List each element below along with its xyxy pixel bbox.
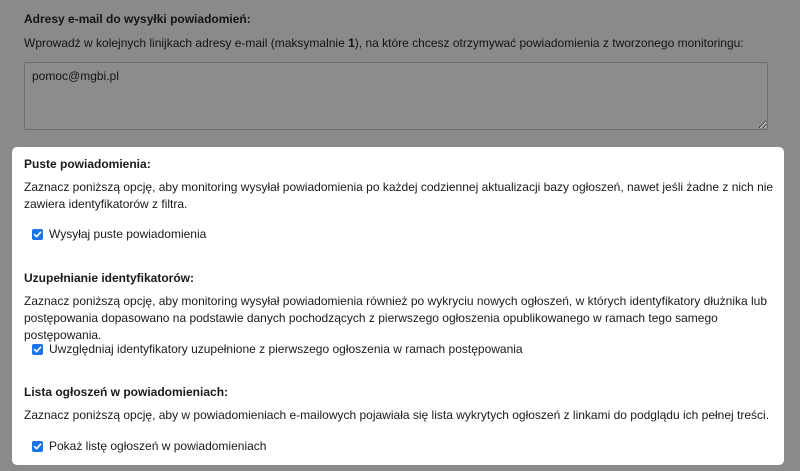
email-desc-before: Wprowadź w kolejnych linijkach adresy e-mail (maksymalnie <box>24 36 349 50</box>
empty-notifications-heading: Puste powiadomienia: <box>24 157 151 171</box>
show-listing-label: Pokaż listę ogłoszeń w powiadomieniach <box>49 439 267 453</box>
email-desc-after: ), na które chcesz otrzymywać powiadomienia z tworzonego monitoringu: <box>354 36 744 50</box>
identifier-completion-heading: Uzupełnianie identyfikatorów: <box>24 271 195 285</box>
listing-in-notifications-description: Zaznacz poniższą opcję, aby w powiadomieniach e-mailowych pojawiała się lista wykrytych ogłoszeń z linkami do podglądu ich pełnej treści. <box>24 408 770 422</box>
notification-options-panel <box>12 147 784 465</box>
empty-notifications-description: Zaznacz poniższą opcję, aby monitoring wysyłał powiadomienia po każdej codziennej aktualizacji bazy ogłoszeń, nawet jeśli żadne z nich nie zawiera identyfikatorów z filtra. <box>24 180 774 211</box>
email-section-description <box>24 36 744 50</box>
check-icon <box>33 345 42 354</box>
show-listing-checkbox-row[interactable] <box>32 439 266 453</box>
include-completed-identifiers-checkbox[interactable] <box>32 344 43 355</box>
send-empty-notifications-checkbox[interactable] <box>32 229 43 240</box>
email-addresses-textarea[interactable] <box>24 62 768 130</box>
email-section <box>0 0 800 150</box>
send-empty-notifications-checkbox-row[interactable] <box>32 227 206 241</box>
check-icon <box>33 442 42 451</box>
include-completed-identifiers-checkbox-row[interactable] <box>32 342 523 356</box>
email-section-heading: Adresy e-mail do wysyłki powiadomień: <box>24 12 251 26</box>
include-completed-identifiers-label: Uwzględniaj identyfikatory uzupełnione z pierwszego ogłoszenia w ramach postępowania <box>49 342 523 356</box>
listing-in-notifications-heading: Lista ogłoszeń w powiadomieniach: <box>24 385 229 399</box>
send-empty-notifications-label: Wysyłaj puste powiadomienia <box>49 227 207 241</box>
show-listing-checkbox[interactable] <box>32 441 43 452</box>
check-icon <box>33 230 42 239</box>
identifier-completion-description: Zaznacz poniższą opcję, aby monitoring wysyłał powiadomienia również po wykryciu nowych ogłoszeń, w których identyfikatory dłużnika lub postępowania dopasowano na podstawie danych pochodzących z pierwszego ogłoszenia opublikowanego w ramach tego samego postępowania. <box>24 294 768 342</box>
email-max-count: 1 <box>348 36 355 50</box>
